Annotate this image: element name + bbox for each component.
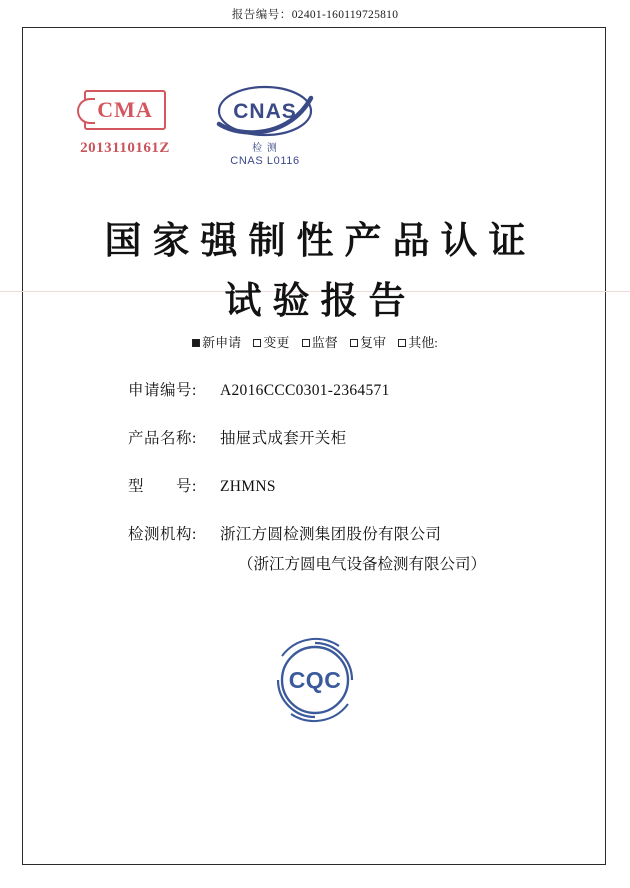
- field-value-testing-organization: 浙江方圆检测集团股份有限公司: [220, 526, 442, 543]
- report-fields: [0, 378, 630, 600]
- checkbox-icon-unchecked[interactable]: [398, 339, 406, 347]
- field-value-testing-organization-secondary: （浙江方圆电气设备检测有限公司）: [238, 556, 487, 573]
- field-label-model: 型 号:: [128, 478, 197, 495]
- cma-certificate-number: 2013110161Z: [80, 140, 170, 156]
- field-product-name: [0, 426, 630, 448]
- checkbox-icon-checked[interactable]: [192, 339, 200, 347]
- field-value-application-number: A2016CCC0301-2364571: [220, 382, 390, 399]
- checkbox-option-change[interactable]: [253, 332, 289, 351]
- cnas-lab-code: CNAS L0116: [230, 155, 300, 167]
- cqc-logo-icon: [265, 630, 365, 730]
- checkbox-icon-unchecked[interactable]: [253, 339, 261, 347]
- cma-logo-text: CMA: [97, 97, 153, 122]
- page-title-line1: 国家强制性产品认证: [104, 221, 537, 262]
- cnas-sub-label: 检 测: [252, 143, 278, 154]
- report-number-label: 报告编号：: [231, 9, 292, 21]
- cqc-seal: [0, 630, 630, 735]
- checkbox-icon-unchecked[interactable]: [350, 339, 358, 347]
- field-value-product-name: 抽屉式成套开关柜: [220, 430, 347, 447]
- cma-logo-icon: [84, 90, 166, 130]
- checkbox-label-change: 变更: [263, 335, 290, 350]
- field-value-model: ZHMNS: [220, 478, 276, 495]
- field-label-testing-organization: 检测机构:: [128, 526, 197, 543]
- field-testing-organization: [0, 522, 630, 544]
- checkbox-label-supervision: 监督: [311, 335, 338, 350]
- checkbox-label-new: 新申请: [202, 335, 242, 350]
- checkbox-label-other: 其他:: [408, 335, 438, 350]
- field-label-product-name: 产品名称:: [128, 430, 197, 447]
- field-model: [0, 474, 630, 496]
- application-type-row: [0, 332, 630, 351]
- cnas-mark: [175, 80, 355, 167]
- cnas-logo-icon: [211, 80, 319, 138]
- checkbox-label-review: 复审: [359, 335, 386, 350]
- checkbox-option-other[interactable]: [398, 332, 438, 351]
- report-number: [0, 6, 630, 22]
- checkbox-option-supervision[interactable]: [302, 332, 338, 351]
- svg-text:CQC: CQC: [288, 667, 342, 693]
- checkbox-option-new[interactable]: [192, 332, 241, 351]
- checkbox-option-review[interactable]: [350, 332, 386, 351]
- svg-text:CNAS: CNAS: [233, 100, 297, 123]
- accreditation-marks: [0, 85, 630, 185]
- field-application-number: [0, 378, 630, 400]
- report-number-value: 02401-160119725810: [291, 9, 399, 21]
- field-label-application-number: 申请编号:: [128, 382, 197, 399]
- checkbox-icon-unchecked[interactable]: [302, 339, 310, 347]
- page-title-line2: 试验报告: [224, 281, 417, 322]
